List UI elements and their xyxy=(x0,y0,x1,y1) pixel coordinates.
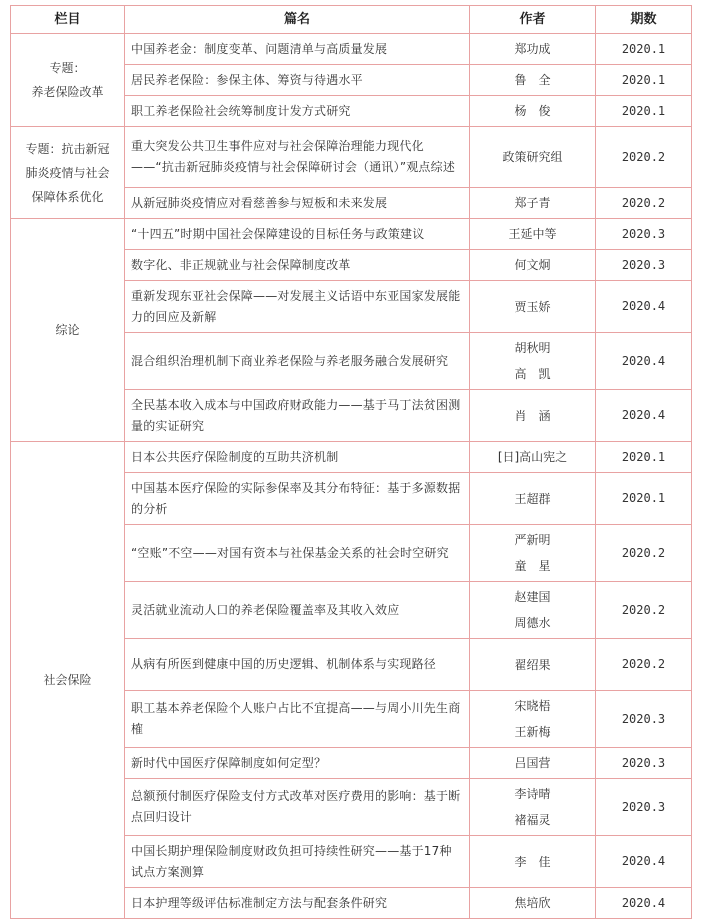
author-name: 赵建国 xyxy=(514,590,551,604)
article-issue-cell: 2020.1 xyxy=(596,34,692,65)
column-header-issue: 期数 xyxy=(596,6,692,34)
article-title-cell: 从新冠肺炎疫情应对看慈善参与短板和未来发展 xyxy=(125,188,470,219)
article-author-cell xyxy=(470,779,596,836)
author-name: 焦培欣 xyxy=(514,896,551,910)
article-author-cell xyxy=(470,748,596,779)
section-category-line: 综论 xyxy=(55,323,80,337)
article-title-cell: 混合组织治理机制下商业养老保险与养老服务融合发展研究 xyxy=(125,333,470,390)
author-name: 褚福灵 xyxy=(514,813,551,827)
article-author-cell xyxy=(470,836,596,888)
article-title-cell: 日本护理等级评估标准制定方法与配套条件研究 xyxy=(125,888,470,919)
section-category-line: 专题：抗击新冠 xyxy=(25,141,110,156)
author-name: 宋晓梧 xyxy=(514,699,551,713)
table-header-row xyxy=(11,6,692,34)
table-row xyxy=(11,127,692,188)
author-name: 吕国营 xyxy=(514,756,551,770)
article-title-cell: 总额预付制医疗保险支付方式改革对医疗费用的影响：基于断点回归设计 xyxy=(125,779,470,836)
article-author-cell xyxy=(470,281,596,333)
author-name: [日]高山宪之 xyxy=(497,450,568,464)
section-category-line: 肺炎疫情与社会 xyxy=(25,165,110,180)
section-category-line: 社会保险 xyxy=(43,673,92,687)
section-category-cell xyxy=(11,127,125,219)
article-author-cell xyxy=(470,65,596,96)
article-author-cell xyxy=(470,127,596,188)
author-name: 郑子青 xyxy=(514,196,551,210)
article-author-cell xyxy=(470,219,596,250)
author-name: 周德水 xyxy=(514,616,551,630)
article-issue-cell: 2020.4 xyxy=(596,281,692,333)
table-row xyxy=(11,219,692,250)
article-author-cell xyxy=(470,525,596,582)
author-name: 鲁 全 xyxy=(514,73,551,87)
article-title-cell: 职工养老保险社会统筹制度计发方式研究 xyxy=(125,96,470,127)
article-title-cell: 新时代中国医疗保障制度如何定型？ xyxy=(125,748,470,779)
article-title-cell: “十四五”时期中国社会保障建设的目标任务与政策建议 xyxy=(125,219,470,250)
article-title-cell: 重大突发公共卫生事件应对与社会保障治理能力现代化——“抗击新冠肺炎疫情与社会保障研讨会（通讯）”观点综述 xyxy=(125,127,470,188)
article-title-cell: 灵活就业流动人口的养老保险覆盖率及其收入效应 xyxy=(125,582,470,639)
article-index-table-container xyxy=(10,5,692,919)
article-issue-cell: 2020.3 xyxy=(596,748,692,779)
article-author-cell xyxy=(470,582,596,639)
section-category-cell xyxy=(11,34,125,127)
article-issue-cell: 2020.1 xyxy=(596,96,692,127)
article-title-cell: 数字化、非正规就业与社会保障制度改革 xyxy=(125,250,470,281)
article-issue-cell: 2020.1 xyxy=(596,473,692,525)
article-issue-cell: 2020.4 xyxy=(596,390,692,442)
article-issue-cell: 2020.2 xyxy=(596,127,692,188)
section-category-cell xyxy=(11,219,125,442)
article-index-table xyxy=(10,5,692,919)
column-header-section: 栏目 xyxy=(11,6,125,34)
article-issue-cell: 2020.2 xyxy=(596,525,692,582)
article-title-cell: 重新发现东亚社会保障——对发展主义话语中东亚国家发展能力的回应及新解 xyxy=(125,281,470,333)
author-name: 王超群 xyxy=(514,491,551,506)
article-author-cell xyxy=(470,888,596,919)
author-name: 高 凯 xyxy=(514,367,551,381)
author-name: 何文炯 xyxy=(514,258,551,272)
author-name: 胡秋明 xyxy=(514,341,551,355)
author-name: 翟绍果 xyxy=(514,657,551,672)
author-name: 郑功成 xyxy=(514,42,551,56)
article-issue-cell: 2020.2 xyxy=(596,582,692,639)
article-issue-cell: 2020.2 xyxy=(596,639,692,691)
article-title-cell: 职工基本养老保险个人账户占比不宜提高——与周小川先生商榷 xyxy=(125,691,470,748)
author-name: 童 星 xyxy=(514,559,551,573)
author-name: 政策研究组 xyxy=(502,150,563,164)
article-author-cell xyxy=(470,442,596,473)
article-title-cell: “空账”不空——对国有资本与社保基金关系的社会时空研究 xyxy=(125,525,470,582)
article-issue-cell: 2020.3 xyxy=(596,779,692,836)
article-author-cell xyxy=(470,473,596,525)
article-title-cell: 中国基本医疗保险的实际参保率及其分布特征：基于多源数据的分析 xyxy=(125,473,470,525)
article-title-cell: 中国养老金：制度变革、问题清单与高质量发展 xyxy=(125,34,470,65)
article-title-cell: 中国长期护理保险制度财政负担可持续性研究——基于17种试点方案测算 xyxy=(125,836,470,888)
author-name: 肖 涵 xyxy=(514,408,551,423)
article-issue-cell: 2020.3 xyxy=(596,691,692,748)
article-title-cell: 从病有所医到健康中国的历史逻辑、机制体系与实现路径 xyxy=(125,639,470,691)
article-title-cell: 居民养老保险：参保主体、筹资与待遇水平 xyxy=(125,65,470,96)
column-header-author: 作者 xyxy=(470,6,596,34)
article-issue-cell: 2020.4 xyxy=(596,333,692,390)
article-title-cell: 全民基本收入成本与中国政府财政能力——基于马丁法贫困测量的实证研究 xyxy=(125,390,470,442)
author-name: 王延中等 xyxy=(508,227,557,241)
article-issue-cell: 2020.4 xyxy=(596,836,692,888)
article-issue-cell: 2020.4 xyxy=(596,888,692,919)
article-issue-cell: 2020.3 xyxy=(596,250,692,281)
article-author-cell xyxy=(470,34,596,65)
author-name: 王新梅 xyxy=(514,725,551,739)
table-row xyxy=(11,442,692,473)
article-issue-cell: 2020.1 xyxy=(596,442,692,473)
article-author-cell xyxy=(470,333,596,390)
article-issue-cell: 2020.2 xyxy=(596,188,692,219)
column-header-title: 篇名 xyxy=(125,6,470,34)
article-title-cell: 日本公共医疗保险制度的互助共济机制 xyxy=(125,442,470,473)
author-name: 李诗晴 xyxy=(514,787,551,801)
table-row xyxy=(11,34,692,65)
article-issue-cell: 2020.3 xyxy=(596,219,692,250)
section-category-cell xyxy=(11,442,125,919)
article-author-cell xyxy=(470,96,596,127)
table-body xyxy=(11,34,692,919)
article-author-cell xyxy=(470,639,596,691)
article-issue-cell: 2020.1 xyxy=(596,65,692,96)
article-author-cell xyxy=(470,188,596,219)
article-author-cell xyxy=(470,691,596,748)
author-name: 严新明 xyxy=(514,533,551,547)
section-category-line: 专题： xyxy=(49,61,86,75)
section-category-line: 保障体系优化 xyxy=(31,189,104,204)
author-name: 李 佳 xyxy=(514,854,551,869)
author-name: 贾玉娇 xyxy=(514,299,551,314)
author-name: 杨 俊 xyxy=(514,104,551,118)
article-author-cell xyxy=(470,250,596,281)
section-category-line: 养老保险改革 xyxy=(31,85,104,99)
article-author-cell xyxy=(470,390,596,442)
